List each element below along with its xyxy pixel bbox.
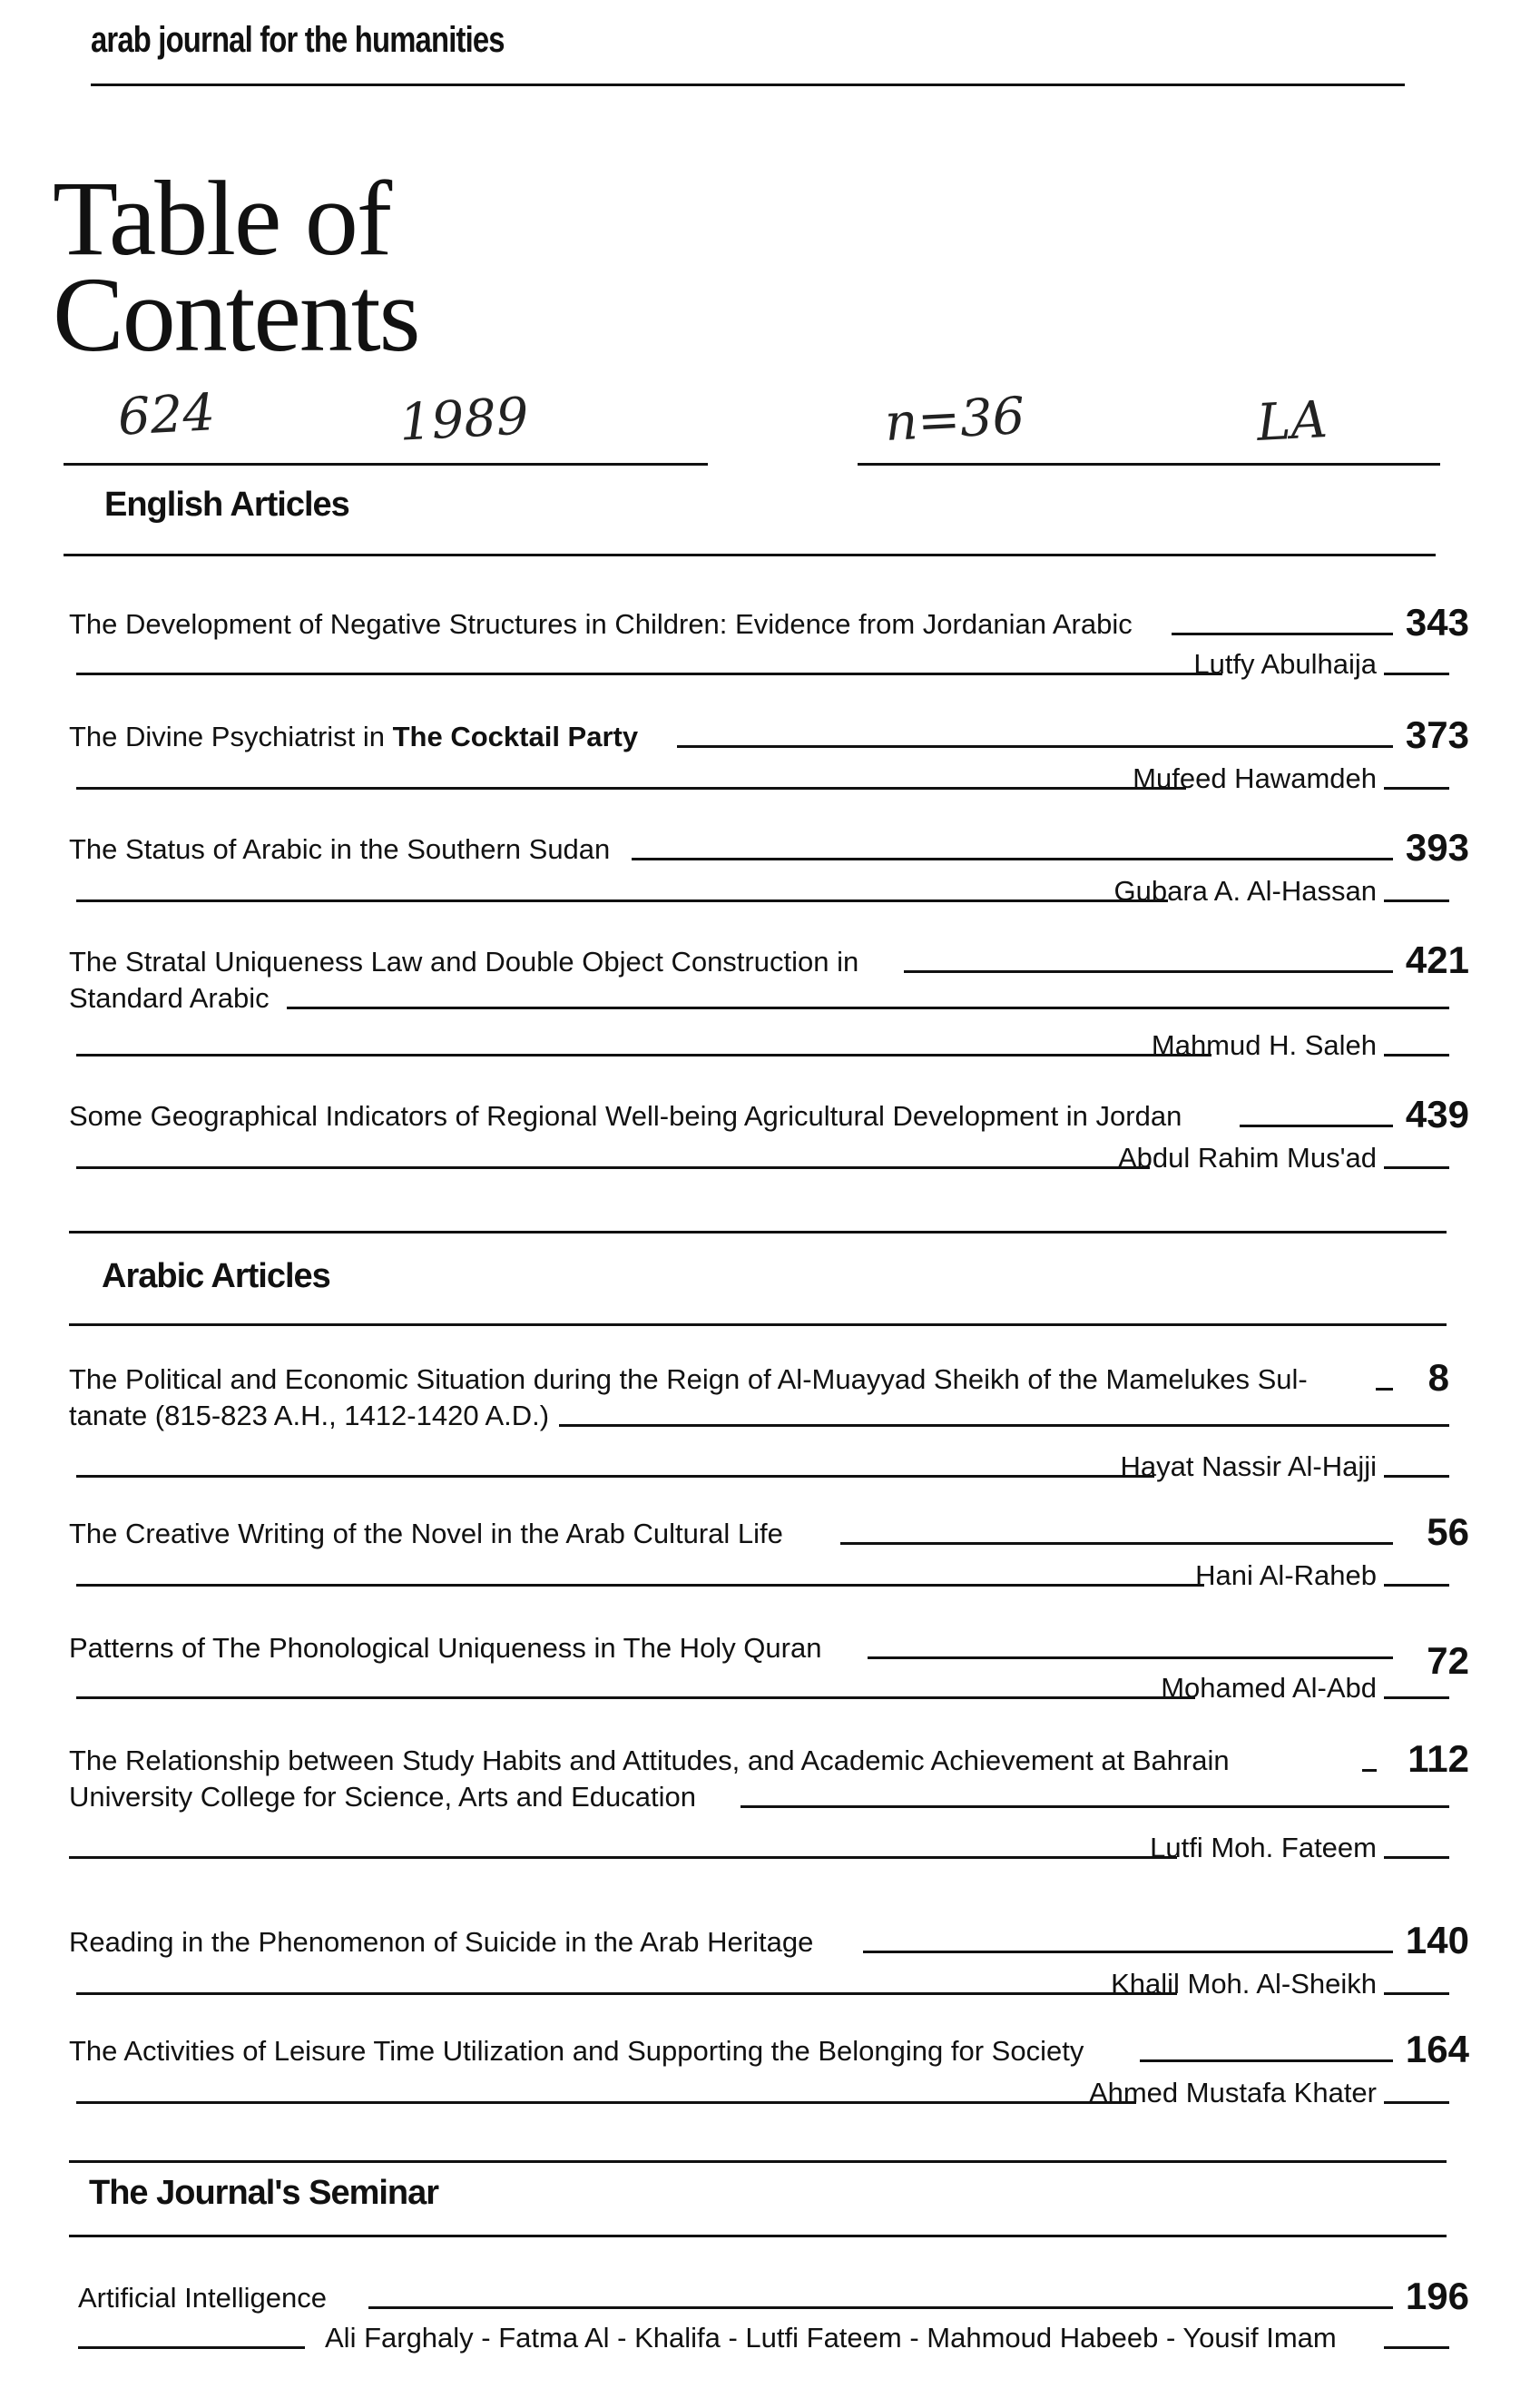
author-line bbox=[69, 1140, 1449, 1176]
leader-line bbox=[1384, 2101, 1449, 2104]
header-rule bbox=[91, 84, 1405, 86]
toc-entry-arabic-2[interactable] bbox=[69, 1510, 1469, 1553]
author-line bbox=[69, 1027, 1449, 1064]
toc-entry-english-5[interactable] bbox=[69, 1093, 1469, 1135]
title-rule-right bbox=[858, 463, 1440, 466]
page-number: 140 bbox=[1405, 1919, 1469, 1961]
author-line bbox=[69, 873, 1449, 909]
section-heading-arabic: Arabic Articles bbox=[102, 1257, 330, 1295]
entry-title-continued: University College for Science, Arts and Education bbox=[69, 1781, 701, 1813]
entry-title-continued: Standard Arabic bbox=[69, 982, 275, 1015]
leader-line bbox=[368, 2306, 1393, 2309]
leader-line bbox=[76, 2101, 1136, 2104]
leader-line bbox=[1362, 1769, 1377, 1772]
author-line bbox=[69, 2075, 1449, 2111]
toc-entry-english-3[interactable] bbox=[69, 826, 1469, 869]
author-line bbox=[69, 1966, 1449, 2002]
page-title-line-2: Contents bbox=[53, 255, 419, 374]
toc-entry-arabic-6[interactable] bbox=[69, 2028, 1469, 2070]
leader-line bbox=[1376, 1388, 1393, 1391]
entry-author: Mufeed Hawamdeh bbox=[1133, 762, 1377, 794]
entry-title: The Relationship between Study Habits and Attitudes, and Academic Achievement at Bahrain bbox=[69, 1745, 1235, 1777]
leader-line bbox=[76, 1054, 1211, 1057]
entry-title: Some Geographical Indicators of Regional Well-being Agricultural Development in Jordan bbox=[69, 1100, 1187, 1133]
entry-author: Ahmed Mustafa Khater bbox=[1088, 2077, 1377, 2108]
leader-line bbox=[287, 1007, 1449, 1009]
title-rule-left bbox=[64, 463, 708, 466]
leader-line bbox=[1384, 1856, 1449, 1859]
author-line bbox=[69, 1558, 1449, 1594]
page-number: 196 bbox=[1405, 2275, 1469, 2317]
handwritten-note-year: 1989 bbox=[397, 387, 531, 453]
leader-line bbox=[1384, 1166, 1449, 1169]
leader-line bbox=[1384, 2346, 1449, 2349]
toc-entry-arabic-4[interactable] bbox=[69, 1737, 1469, 1780]
page-number: 439 bbox=[1405, 1093, 1469, 1135]
leader-line bbox=[76, 1166, 1150, 1169]
toc-entry-arabic-5[interactable] bbox=[69, 1919, 1469, 1961]
entry-author: Hayat Nassir Al-Hajji bbox=[1120, 1450, 1377, 1482]
leader-line bbox=[1172, 633, 1393, 635]
page-number: 373 bbox=[1405, 713, 1469, 756]
page-number: 393 bbox=[1405, 826, 1469, 869]
entry-title: Artificial Intelligence bbox=[78, 2282, 332, 2315]
leader-line bbox=[76, 899, 1168, 902]
page-number: 72 bbox=[1427, 1639, 1469, 1682]
entry-title: The Development of Negative Structures in Children: Evidence from Jordanian Arabic bbox=[69, 608, 1138, 641]
handwritten-note-issue: n=36 bbox=[883, 387, 1026, 453]
leader-line bbox=[76, 1475, 1154, 1478]
toc-entry-seminar-1[interactable] bbox=[69, 2275, 1469, 2317]
handwritten-note-right: LA bbox=[1255, 390, 1329, 453]
leader-line bbox=[1384, 1992, 1449, 1995]
leader-line bbox=[1384, 1696, 1449, 1699]
page-number: 56 bbox=[1427, 1510, 1469, 1553]
leader-line bbox=[1384, 1054, 1449, 1057]
toc-entry-english-4-cont bbox=[69, 980, 1458, 1017]
leader-line bbox=[677, 745, 1393, 748]
author-line bbox=[69, 1449, 1449, 1485]
entry-title: The Status of Arabic in the Southern Sudan bbox=[69, 833, 615, 866]
entry-author: Mahmud H. Saleh bbox=[1151, 1029, 1377, 1061]
toc-entry-english-4[interactable] bbox=[69, 939, 1469, 981]
leader-line bbox=[868, 1656, 1393, 1659]
leader-line bbox=[1384, 673, 1449, 675]
section-divider bbox=[69, 1231, 1447, 1233]
entry-title-bold: The Cocktail Party bbox=[392, 721, 639, 752]
toc-entry-arabic-1[interactable] bbox=[69, 1356, 1458, 1399]
leader-line bbox=[863, 1951, 1393, 1953]
journal-running-head: arab journal for the humanities bbox=[91, 20, 505, 60]
section-heading-seminar: The Journal's Seminar bbox=[89, 2174, 439, 2212]
section-rule-arabic bbox=[69, 1323, 1447, 1326]
entry-title: The Political and Economic Situation during the Reign of Al-Muayyad Sheikh of the Mamelukes Sul- bbox=[69, 1363, 1313, 1396]
author-line bbox=[69, 761, 1449, 797]
entry-title bbox=[69, 721, 643, 753]
author-line bbox=[69, 2320, 1449, 2356]
leader-line bbox=[78, 2346, 305, 2349]
section-rule-seminar bbox=[69, 2235, 1447, 2237]
entry-author: Lutfy Abulhaija bbox=[1193, 648, 1377, 680]
leader-line bbox=[1384, 787, 1449, 790]
section-heading-english: English Articles bbox=[104, 486, 349, 524]
entry-title: The Creative Writing of the Novel in the Arab Cultural Life bbox=[69, 1518, 789, 1550]
leader-line bbox=[76, 1584, 1204, 1587]
handwritten-note-left: 624 bbox=[116, 383, 217, 447]
page-number: 343 bbox=[1405, 601, 1469, 644]
entry-title: The Activities of Leisure Time Utilization and Supporting the Belonging for Society bbox=[69, 2035, 1089, 2068]
leader-line bbox=[76, 1696, 1195, 1699]
leader-line bbox=[1140, 2059, 1393, 2062]
leader-line bbox=[1384, 1475, 1449, 1478]
leader-line bbox=[76, 787, 1186, 790]
leader-line bbox=[1384, 1584, 1449, 1587]
section-rule-english bbox=[64, 554, 1436, 556]
leader-line bbox=[69, 1856, 1177, 1859]
leader-line bbox=[76, 1992, 1177, 1995]
page-number: 164 bbox=[1405, 2028, 1469, 2070]
leader-line bbox=[632, 858, 1393, 860]
leader-line bbox=[840, 1542, 1393, 1545]
author-line bbox=[69, 646, 1449, 683]
leader-line bbox=[76, 673, 1222, 675]
entry-title-prefix: The Divine Psychiatrist in bbox=[69, 721, 393, 752]
leader-line bbox=[904, 970, 1393, 973]
entry-author: Gubara A. Al-Hassan bbox=[1113, 875, 1377, 907]
entry-title-continued: tanate (815-823 A.H., 1412-1420 A.D.) bbox=[69, 1400, 554, 1432]
entry-title: The Stratal Uniqueness Law and Double Object Construction in bbox=[69, 946, 864, 978]
entry-title: Reading in the Phenomenon of Suicide in the Arab Heritage bbox=[69, 1926, 819, 1959]
toc-entry-arabic-1-cont bbox=[69, 1398, 1458, 1434]
entry-title: Patterns of The Phonological Uniqueness in The Holy Quran bbox=[69, 1632, 827, 1665]
entry-author: Hani Al-Raheb bbox=[1195, 1559, 1377, 1591]
page-number: 421 bbox=[1405, 939, 1469, 981]
entry-author: Khalil Moh. Al-Sheikh bbox=[1111, 1968, 1377, 2000]
entry-author: Lutfi Moh. Fateem bbox=[1150, 1832, 1377, 1863]
leader-line bbox=[1240, 1125, 1393, 1127]
entry-author: Mohamed Al-Abd bbox=[1161, 1672, 1377, 1704]
toc-entry-english-2[interactable] bbox=[69, 713, 1469, 756]
leader-line bbox=[1384, 899, 1449, 902]
entry-author: Abdul Rahim Mus'ad bbox=[1117, 1142, 1377, 1174]
leader-line bbox=[559, 1424, 1449, 1427]
toc-entry-arabic-3[interactable] bbox=[69, 1630, 1469, 1682]
page-title-line-1: Table of bbox=[53, 159, 391, 278]
page-title bbox=[53, 159, 419, 374]
section-divider bbox=[69, 2160, 1447, 2163]
page-number: 8 bbox=[1427, 1356, 1449, 1399]
toc-entry-english-1[interactable] bbox=[69, 601, 1469, 644]
toc-entry-arabic-4-cont bbox=[69, 1779, 1458, 1815]
leader-line bbox=[741, 1805, 1449, 1808]
author-line bbox=[69, 1830, 1449, 1866]
author-line bbox=[69, 1670, 1449, 1706]
page-number: 112 bbox=[1408, 1737, 1469, 1780]
entry-author: Ali Farghaly - Fatma Al - Khalifa - Lutfi Fateem - Mahmoud Habeeb - Yousif Imam bbox=[325, 2322, 1337, 2354]
